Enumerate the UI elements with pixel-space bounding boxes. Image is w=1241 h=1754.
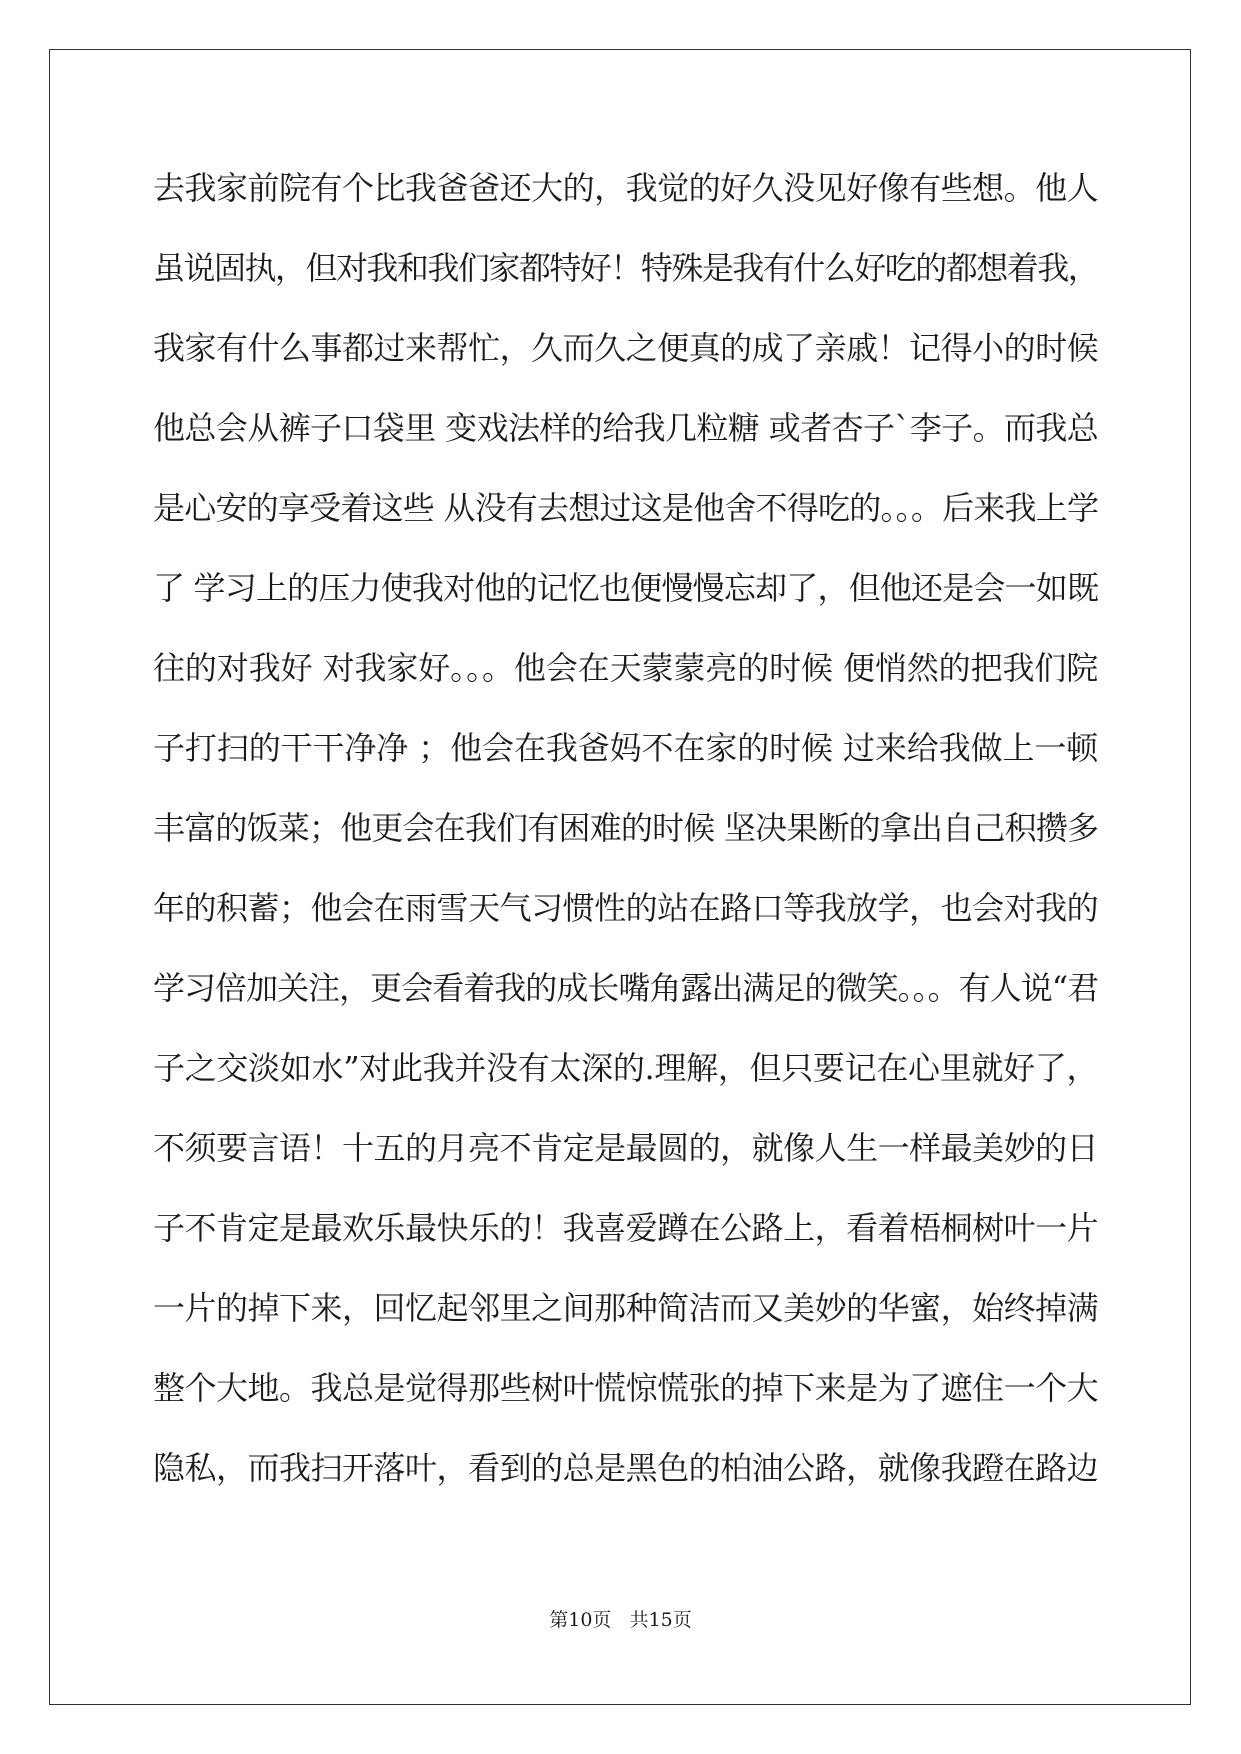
text-line: 我家有什么事都过来帮忙，久而久之便真的成了亲戚！记得小的时候 xyxy=(153,329,1098,367)
page-number: 第10页 xyxy=(549,1609,612,1631)
text-line: 丰富的饭菜；他更会在我们有困难的时候 坚决果断的拿出自己积攒多 xyxy=(153,809,1098,847)
text-line: 去我家前院有个比我爸爸还大的，我觉的好久没见好像有些想。他人 xyxy=(153,169,1098,207)
text-line: 是心安的享受着这些 从没有去想过这是他舍不得吃的。。。后来我上学 xyxy=(153,489,1098,527)
text-line: 他总会从裤子口袋里 变戏法样的给我几粒糖 或者杏子`李子。而我总 xyxy=(153,409,1098,447)
text-line: 隐私，而我扫开落叶，看到的总是黑色的柏油公路，就像我蹬在路边 xyxy=(153,1449,1098,1487)
text-line: 不须要言语！十五的月亮不肯定是最圆的，就像人生一样最美妙的日 xyxy=(153,1129,1098,1167)
text-line: 整个大地。我总是觉得那些树叶慌惊慌张的掉下来是为了遮住一个大 xyxy=(153,1369,1098,1407)
text-line: 虽说固执，但对我和我们家都特好！特殊是我有什么好吃的都想着我， xyxy=(153,249,1098,287)
text-line: 年的积蓄；他会在雨雪天气习惯性的站在路口等我放学，也会对我的 xyxy=(153,889,1098,927)
body-text xyxy=(153,158,1098,1518)
page-footer xyxy=(0,1608,1241,1632)
text-line: 往的对我好 对我家好。。。他会在天蒙蒙亮的时候 便悄然的把我们院 xyxy=(153,649,1098,687)
text-line: 子之交淡如水”对此我并没有太深的.理解，但只要记在心里就好了， xyxy=(153,1049,1098,1087)
text-line: 了 学习上的压力使我对他的记忆也便慢慢忘却了，但他还是会一如既 xyxy=(153,569,1098,607)
text-line: 一片的掉下来，回忆起邻里之间那种简洁而又美妙的华蜜，始终掉满 xyxy=(153,1289,1098,1327)
text-line: 子不肯定是最欢乐最快乐的！我喜爱蹲在公路上，看着梧桐树叶一片 xyxy=(153,1209,1098,1247)
text-line: 学习倍加关注，更会看着我的成长嘴角露出满足的微笑。。。有人说“君 xyxy=(153,969,1098,1007)
page-total: 共15页 xyxy=(629,1609,692,1631)
text-line: 子打扫的干干净净 ；他会在我爸妈不在家的时候 过来给我做上一顿 xyxy=(153,729,1098,767)
